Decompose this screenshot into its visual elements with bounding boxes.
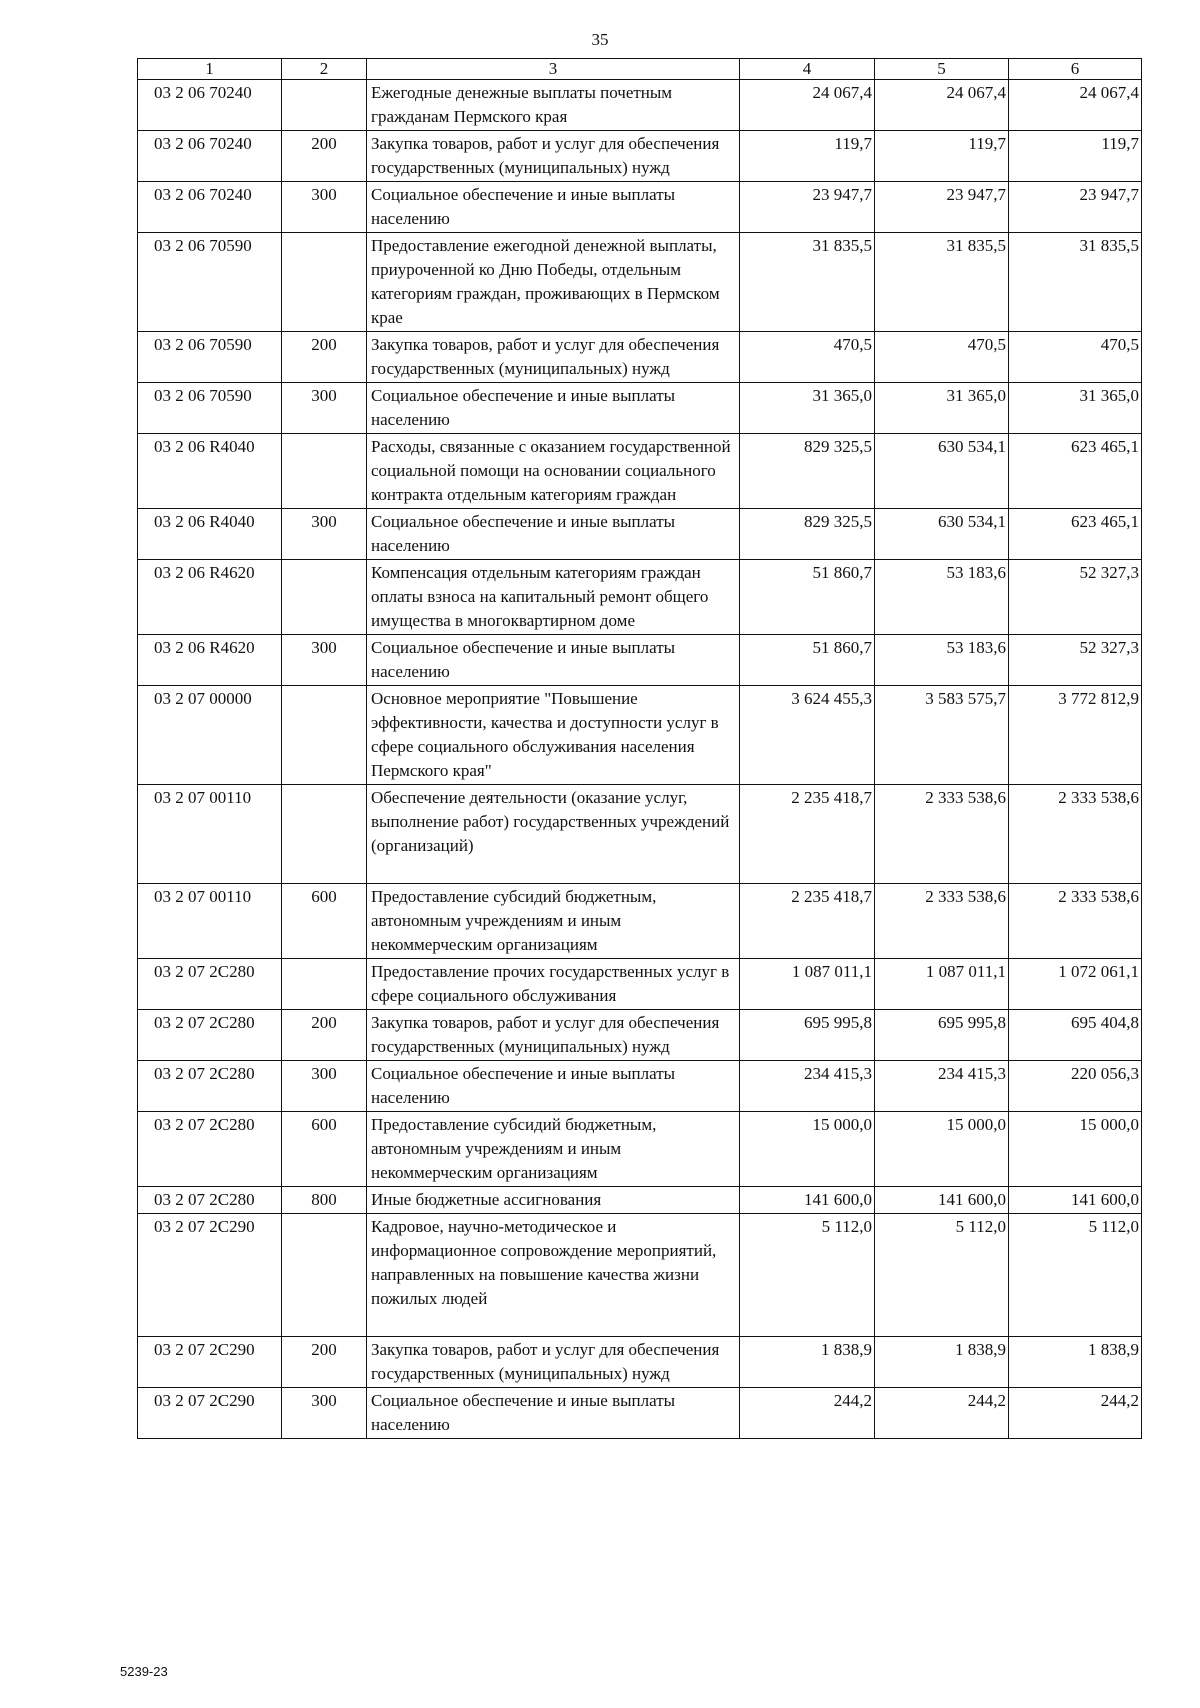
row-value-1: 2 235 418,7	[740, 884, 875, 959]
row-name: Кадровое, научно-методическое и информационное сопровождение мероприятий, направленных на повышение качества жизни пожилых людей	[367, 1214, 740, 1337]
row-value-3: 31 835,5	[1009, 233, 1142, 332]
table-row	[138, 509, 1142, 560]
row-value-2: 2 333 538,6	[875, 884, 1009, 959]
document-code: 5239-23	[120, 1664, 168, 1679]
row-value-1: 244,2	[740, 1388, 875, 1439]
row-value-3: 220 056,3	[1009, 1061, 1142, 1112]
row-kvr: 300	[282, 509, 367, 560]
row-value-2: 3 583 575,7	[875, 686, 1009, 785]
row-code: 03 2 07 00110	[138, 884, 282, 959]
row-kvr: 300	[282, 182, 367, 233]
row-value-3: 3 772 812,9	[1009, 686, 1142, 785]
row-value-1: 829 325,5	[740, 434, 875, 509]
row-value-3: 31 365,0	[1009, 383, 1142, 434]
row-value-1: 470,5	[740, 332, 875, 383]
row-value-3: 470,5	[1009, 332, 1142, 383]
row-code: 03 2 07 2С280	[138, 959, 282, 1010]
header-col-3: 3	[367, 59, 740, 80]
row-value-1: 3 624 455,3	[740, 686, 875, 785]
row-kvr	[282, 785, 367, 884]
row-value-2: 31 835,5	[875, 233, 1009, 332]
row-value-1: 31 835,5	[740, 233, 875, 332]
row-value-3: 2 333 538,6	[1009, 884, 1142, 959]
header-col-6: 6	[1009, 59, 1142, 80]
row-name: Социальное обеспечение и иные выплаты населению	[367, 509, 740, 560]
row-value-2: 141 600,0	[875, 1187, 1009, 1214]
table-row	[138, 1214, 1142, 1337]
table-row	[138, 332, 1142, 383]
row-code: 03 2 07 2С280	[138, 1187, 282, 1214]
row-name: Социальное обеспечение и иные выплаты населению	[367, 1388, 740, 1439]
row-kvr: 600	[282, 1112, 367, 1187]
row-code: 03 2 06 R4040	[138, 509, 282, 560]
row-kvr	[282, 560, 367, 635]
row-kvr: 800	[282, 1187, 367, 1214]
row-value-2: 119,7	[875, 131, 1009, 182]
row-code: 03 2 07 2С290	[138, 1388, 282, 1439]
table-row	[138, 434, 1142, 509]
header-col-5: 5	[875, 59, 1009, 80]
row-kvr: 200	[282, 1337, 367, 1388]
row-value-3: 1 072 061,1	[1009, 959, 1142, 1010]
table-row	[138, 1388, 1142, 1439]
row-kvr	[282, 233, 367, 332]
table-row	[138, 686, 1142, 785]
row-name: Обеспечение деятельности (оказание услуг, выполнение работ) государственных учреждений (организаций)	[367, 785, 740, 884]
row-name: Предоставление субсидий бюджетным, автономным учреждениям и иным некоммерческим организациям	[367, 1112, 740, 1187]
row-code: 03 2 07 2С280	[138, 1061, 282, 1112]
table-row	[138, 1337, 1142, 1388]
row-value-3: 244,2	[1009, 1388, 1142, 1439]
row-value-2: 630 534,1	[875, 509, 1009, 560]
table-row	[138, 1061, 1142, 1112]
row-value-2: 23 947,7	[875, 182, 1009, 233]
row-name: Закупка товаров, работ и услуг для обеспечения государственных (муниципальных) нужд	[367, 1010, 740, 1061]
row-name: Компенсация отдельным категориям граждан оплаты взноса на капитальный ремонт общего имущества в многоквартирном доме	[367, 560, 740, 635]
row-value-3: 119,7	[1009, 131, 1142, 182]
row-code: 03 2 06 70240	[138, 131, 282, 182]
row-name: Ежегодные денежные выплаты почетным гражданам Пермского края	[367, 80, 740, 131]
row-name: Закупка товаров, работ и услуг для обеспечения государственных (муниципальных) нужд	[367, 332, 740, 383]
table-row	[138, 635, 1142, 686]
table-row	[138, 383, 1142, 434]
table-row	[138, 1187, 1142, 1214]
row-name: Закупка товаров, работ и услуг для обеспечения государственных (муниципальных) нужд	[367, 131, 740, 182]
row-kvr: 200	[282, 1010, 367, 1061]
row-kvr	[282, 434, 367, 509]
row-code: 03 2 06 70590	[138, 233, 282, 332]
row-code: 03 2 07 2С290	[138, 1214, 282, 1337]
row-value-3: 52 327,3	[1009, 635, 1142, 686]
table-row	[138, 560, 1142, 635]
row-value-3: 23 947,7	[1009, 182, 1142, 233]
row-code: 03 2 06 R4040	[138, 434, 282, 509]
row-name: Социальное обеспечение и иные выплаты населению	[367, 635, 740, 686]
row-name: Расходы, связанные с оказанием государственной социальной помощи на основании социального контракта отдельным категориям граждан	[367, 434, 740, 509]
row-kvr: 200	[282, 332, 367, 383]
row-value-2: 24 067,4	[875, 80, 1009, 131]
header-col-1: 1	[138, 59, 282, 80]
row-name: Закупка товаров, работ и услуг для обеспечения государственных (муниципальных) нужд	[367, 1337, 740, 1388]
row-value-1: 15 000,0	[740, 1112, 875, 1187]
table-row	[138, 1112, 1142, 1187]
row-value-1: 51 860,7	[740, 560, 875, 635]
row-value-2: 53 183,6	[875, 635, 1009, 686]
row-code: 03 2 07 2С290	[138, 1337, 282, 1388]
row-value-2: 244,2	[875, 1388, 1009, 1439]
row-kvr: 600	[282, 884, 367, 959]
row-value-1: 234 415,3	[740, 1061, 875, 1112]
row-value-2: 31 365,0	[875, 383, 1009, 434]
table-row	[138, 182, 1142, 233]
row-kvr: 300	[282, 1061, 367, 1112]
row-value-1: 141 600,0	[740, 1187, 875, 1214]
row-kvr: 300	[282, 383, 367, 434]
row-name: Предоставление прочих государственных услуг в сфере социального обслуживания	[367, 959, 740, 1010]
row-value-2: 1 087 011,1	[875, 959, 1009, 1010]
row-value-2: 53 183,6	[875, 560, 1009, 635]
row-code: 03 2 06 70590	[138, 383, 282, 434]
row-code: 03 2 07 2С280	[138, 1112, 282, 1187]
row-code: 03 2 06 R4620	[138, 635, 282, 686]
row-code: 03 2 06 70590	[138, 332, 282, 383]
row-kvr: 300	[282, 1388, 367, 1439]
table-row	[138, 131, 1142, 182]
row-kvr	[282, 686, 367, 785]
row-value-2: 695 995,8	[875, 1010, 1009, 1061]
row-name: Социальное обеспечение и иные выплаты населению	[367, 1061, 740, 1112]
budget-table	[137, 58, 1142, 1439]
row-value-2: 15 000,0	[875, 1112, 1009, 1187]
header-col-4: 4	[740, 59, 875, 80]
table-row	[138, 884, 1142, 959]
table-row	[138, 785, 1142, 884]
row-kvr	[282, 80, 367, 131]
row-kvr	[282, 959, 367, 1010]
row-value-3: 52 327,3	[1009, 560, 1142, 635]
row-value-3: 623 465,1	[1009, 509, 1142, 560]
row-kvr: 200	[282, 131, 367, 182]
row-value-3: 15 000,0	[1009, 1112, 1142, 1187]
row-value-3: 623 465,1	[1009, 434, 1142, 509]
row-value-1: 1 838,9	[740, 1337, 875, 1388]
row-value-2: 1 838,9	[875, 1337, 1009, 1388]
row-kvr: 300	[282, 635, 367, 686]
row-value-3: 695 404,8	[1009, 1010, 1142, 1061]
row-name: Социальное обеспечение и иные выплаты населению	[367, 383, 740, 434]
row-name: Социальное обеспечение и иные выплаты населению	[367, 182, 740, 233]
row-code: 03 2 07 2С280	[138, 1010, 282, 1061]
page-number: 35	[591, 30, 609, 49]
row-value-2: 234 415,3	[875, 1061, 1009, 1112]
table-row	[138, 80, 1142, 131]
row-value-1: 829 325,5	[740, 509, 875, 560]
row-value-1: 24 067,4	[740, 80, 875, 131]
row-value-3: 2 333 538,6	[1009, 785, 1142, 884]
row-value-2: 470,5	[875, 332, 1009, 383]
row-code: 03 2 07 00000	[138, 686, 282, 785]
row-code: 03 2 06 70240	[138, 80, 282, 131]
row-name: Предоставление ежегодной денежной выплаты, приуроченной ко Дню Победы, отдельным категориям граждан, проживающих в Пермском крае	[367, 233, 740, 332]
row-code: 03 2 06 R4620	[138, 560, 282, 635]
row-value-2: 5 112,0	[875, 1214, 1009, 1337]
row-value-1: 1 087 011,1	[740, 959, 875, 1010]
row-value-3: 141 600,0	[1009, 1187, 1142, 1214]
row-name: Основное мероприятие "Повышение эффективности, качества и доступности услуг в сфере социального обслуживания населения Пермского края"	[367, 686, 740, 785]
row-value-1: 695 995,8	[740, 1010, 875, 1061]
table-header-row	[138, 59, 1142, 80]
row-value-1: 2 235 418,7	[740, 785, 875, 884]
row-value-1: 23 947,7	[740, 182, 875, 233]
row-value-1: 31 365,0	[740, 383, 875, 434]
row-value-3: 5 112,0	[1009, 1214, 1142, 1337]
row-code: 03 2 07 00110	[138, 785, 282, 884]
row-value-1: 51 860,7	[740, 635, 875, 686]
header-col-2: 2	[282, 59, 367, 80]
row-value-1: 5 112,0	[740, 1214, 875, 1337]
table-row	[138, 233, 1142, 332]
row-value-2: 630 534,1	[875, 434, 1009, 509]
row-name: Иные бюджетные ассигнования	[367, 1187, 740, 1214]
row-kvr	[282, 1214, 367, 1337]
row-code: 03 2 06 70240	[138, 182, 282, 233]
table-row	[138, 959, 1142, 1010]
row-value-3: 24 067,4	[1009, 80, 1142, 131]
row-value-3: 1 838,9	[1009, 1337, 1142, 1388]
row-value-1: 119,7	[740, 131, 875, 182]
table-row	[138, 1010, 1142, 1061]
row-value-2: 2 333 538,6	[875, 785, 1009, 884]
row-name: Предоставление субсидий бюджетным, автономным учреждениям и иным некоммерческим организациям	[367, 884, 740, 959]
